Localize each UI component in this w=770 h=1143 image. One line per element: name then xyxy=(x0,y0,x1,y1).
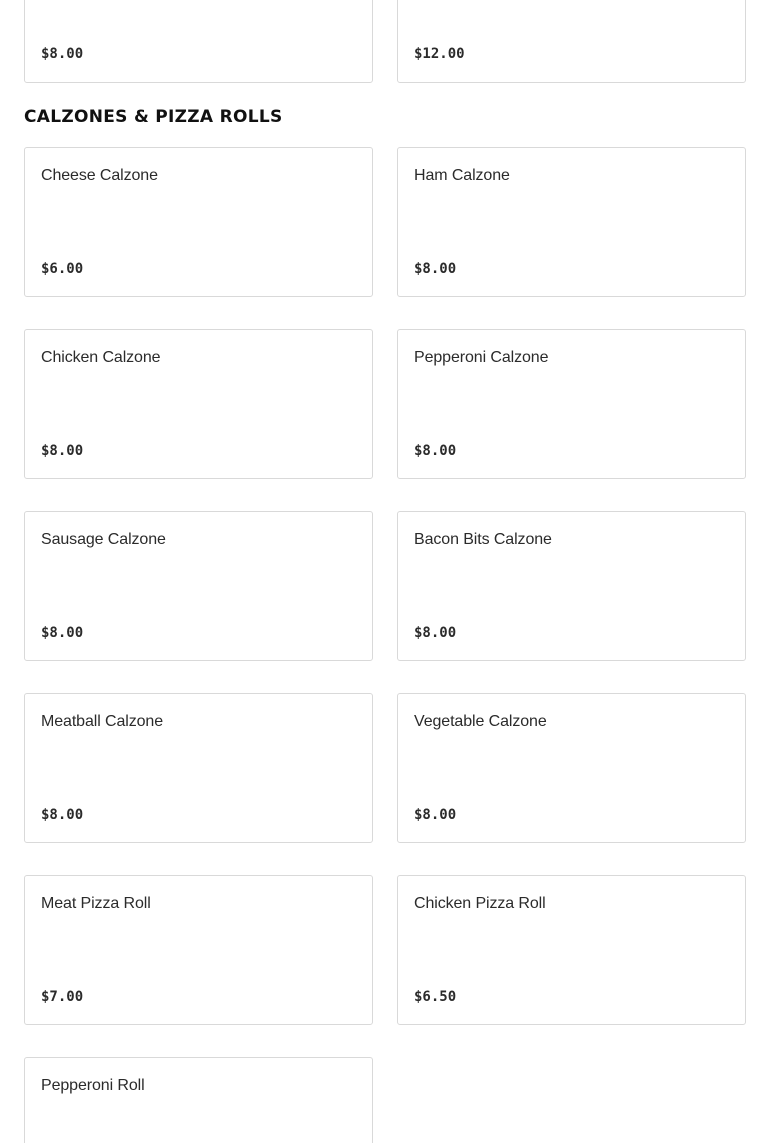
menu-item-price: $8.00 xyxy=(41,443,84,459)
menu-item-card[interactable] xyxy=(397,329,746,479)
menu-item-price: $8.00 xyxy=(414,625,457,641)
menu-item-price: $6.00 xyxy=(41,261,84,277)
menu-item-card[interactable] xyxy=(24,329,373,479)
menu-item-card[interactable] xyxy=(397,875,746,1025)
menu-item-card[interactable] xyxy=(24,147,373,297)
menu-item-price: $8.00 xyxy=(41,46,84,62)
menu-item-name: Vegetable Calzone xyxy=(414,713,547,730)
menu-item-price: $12.00 xyxy=(414,46,465,62)
menu-item-card[interactable] xyxy=(397,693,746,843)
section-heading: CALZONES & PIZZA ROLLS xyxy=(24,107,283,127)
menu-item-card[interactable] xyxy=(24,1057,373,1143)
menu-item-card[interactable] xyxy=(24,0,373,83)
menu-item-name: Chicken Calzone xyxy=(41,349,161,366)
menu-item-price: $7.00 xyxy=(41,989,84,1005)
menu-item-price: $8.00 xyxy=(41,625,84,641)
menu-item-name: Chicken Pizza Roll xyxy=(414,895,546,912)
menu-item-name: Sausage Calzone xyxy=(41,531,166,548)
menu-item-name: Pepperoni Calzone xyxy=(414,349,549,366)
menu-item-name: Meat Pizza Roll xyxy=(41,895,151,912)
menu-item-card[interactable] xyxy=(397,511,746,661)
menu-item-name: Ham Calzone xyxy=(414,167,510,184)
menu-item-name: Cheese Calzone xyxy=(41,167,158,184)
menu-item-price: $6.50 xyxy=(414,989,457,1005)
menu-item-card[interactable] xyxy=(24,693,373,843)
menu-item-card[interactable] xyxy=(24,511,373,661)
menu-item-price: $8.00 xyxy=(41,807,84,823)
menu-item-card[interactable] xyxy=(397,147,746,297)
menu-item-card[interactable] xyxy=(24,875,373,1025)
menu-item-name: Pepperoni Roll xyxy=(41,1077,145,1094)
menu-item-price: $8.00 xyxy=(414,807,457,823)
menu-item-card[interactable] xyxy=(397,0,746,83)
menu-item-name: Bacon Bits Calzone xyxy=(414,531,552,548)
menu-item-price: $8.00 xyxy=(414,443,457,459)
menu-item-name: Meatball Calzone xyxy=(41,713,164,730)
menu-item-price: $8.00 xyxy=(414,261,457,277)
